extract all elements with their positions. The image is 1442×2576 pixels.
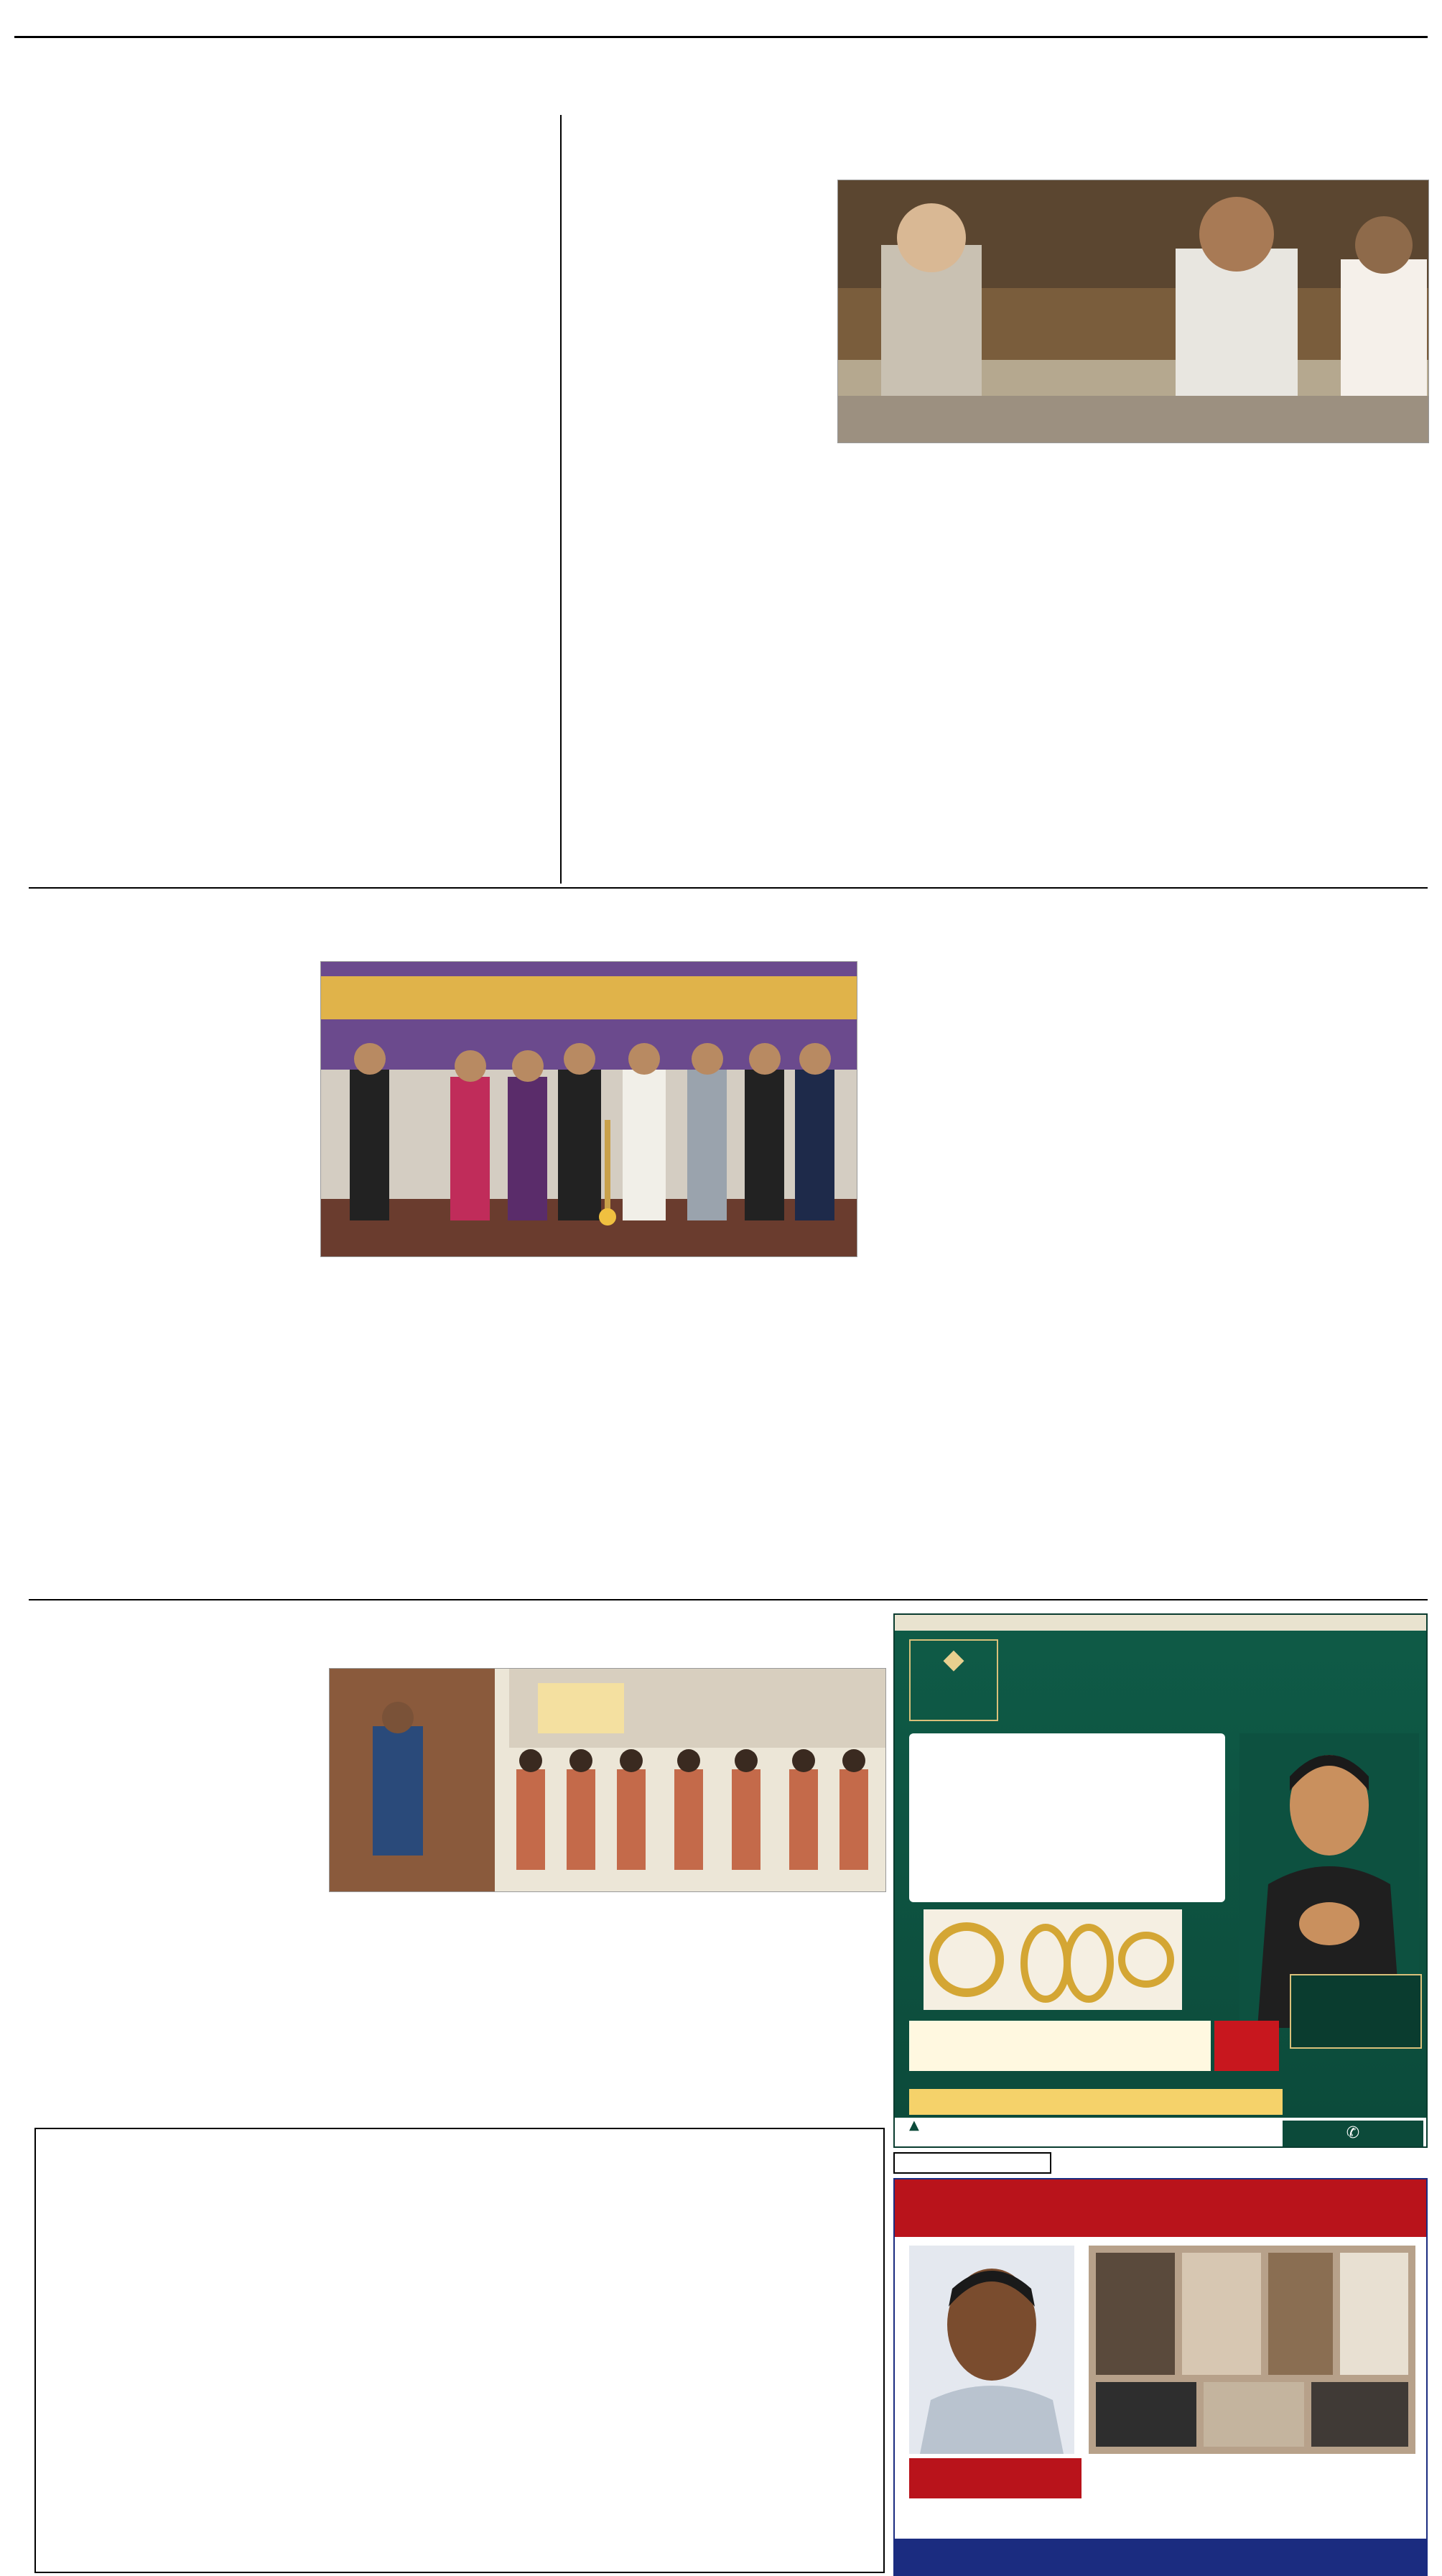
jewellers-phone (1283, 2121, 1423, 2146)
masthead (14, 4, 1428, 38)
article1-column-2 (334, 284, 549, 884)
section-divider (29, 1599, 1428, 1600)
jewellery-image (924, 1909, 1182, 2010)
making-charge-badge (1214, 2021, 1279, 2071)
article2-column-2 (837, 449, 1125, 882)
court-notice (34, 2128, 885, 2573)
article1-column-1 (34, 284, 325, 884)
phone-icon: ✆ (1346, 2124, 1360, 2142)
event-photo (320, 961, 857, 1257)
school-photo (329, 1668, 886, 1892)
article2-column-1 (569, 178, 829, 882)
article4-column-1 (34, 1668, 322, 2122)
jewellers-ad (893, 1613, 1428, 2148)
small-note-box (893, 2152, 1051, 2174)
article3-column-5 (1146, 961, 1428, 1593)
jewellers-logo (909, 1639, 998, 1721)
tiles-shop-name (895, 2179, 1428, 2237)
tiles-address (895, 2539, 1428, 2575)
tiles-contact (1082, 2504, 1426, 2534)
location-icon: ▲ (909, 2118, 919, 2133)
offer-box (909, 1733, 1225, 1902)
article3-column-4 (865, 961, 1138, 1593)
branches-title (909, 2118, 919, 2133)
tiles-ad (893, 2178, 1428, 2576)
offer-timing (909, 2075, 1211, 2089)
article3-column-3 (593, 1264, 856, 1593)
meeting-photo (837, 180, 1429, 443)
article3-column-2 (320, 1264, 585, 1593)
article4-column-2 (329, 1896, 602, 2122)
sub-shop-bar (909, 2089, 1283, 2115)
article2-column-3 (1135, 449, 1428, 882)
section-divider (29, 887, 1428, 889)
article4-column-3 (610, 1896, 885, 2122)
article3-column-1 (34, 961, 311, 1593)
branches-bar (895, 2118, 1428, 2148)
jewellers-top-note (895, 1615, 1428, 1631)
column-divider (560, 115, 562, 884)
diamond-icon: ◆ (943, 1643, 964, 1674)
gold-plan-text (909, 2021, 1211, 2071)
owner-name-plate (909, 2458, 1082, 2498)
silver-badge (1290, 1974, 1422, 2049)
owner-photo (909, 2246, 1074, 2454)
tiles-showroom-photo (1089, 2246, 1415, 2454)
